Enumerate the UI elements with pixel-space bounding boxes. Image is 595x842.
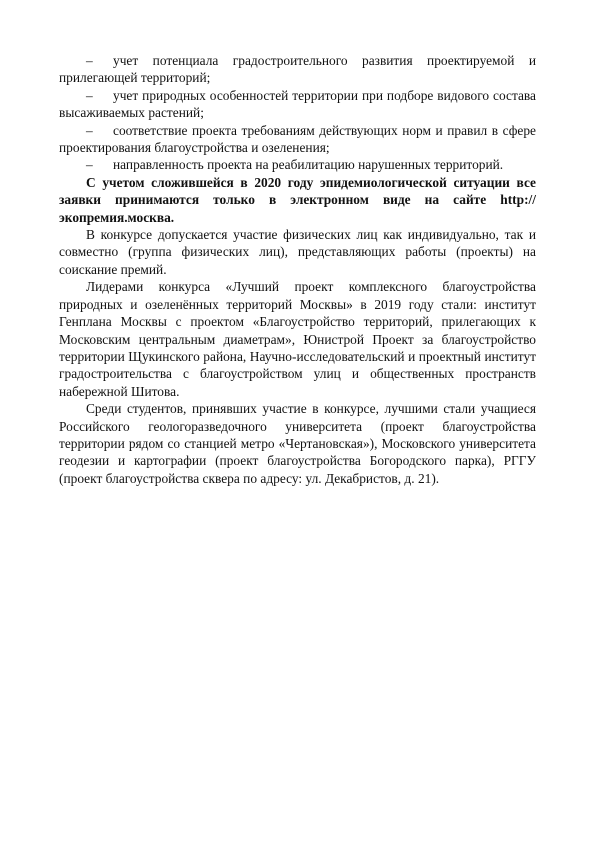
bullet-item-potential <box>59 52 536 87</box>
paragraph-students: Среди студентов, принявших участие в конкурсе, лучшими стали учащиеся Российского геологоразведочного университета (проект благоустройства территории рядом со станцией метро «Чертановская»), Московского университета геодезии и картографии (проект благоустройства Богородского парка), РГГУ (проект благоустройства сквера по адресу: ул. Декабристов, д. 21). <box>59 401 536 486</box>
bullet-item-norms-compliance <box>59 122 536 157</box>
bullet-text: учет потенциала градостроительного развития проектируемой и прилегающей территорий; <box>59 53 536 86</box>
bullet-item-rehabilitation <box>59 156 536 173</box>
bullet-text: соответствие проекта требованиям действующих норм и правил в сфере проектирования благоустройства и озеленения; <box>59 122 536 156</box>
paragraph-notice: С учетом сложившейся в 2020 году эпидемиологической ситуации все заявки принимаются только в электронном виде на сайте http://экопремия.москва. <box>59 174 536 225</box>
bullet-dash: – <box>86 53 93 68</box>
bullet-text: учет природных особенностей территории при подборе видового состава высаживаемых растений; <box>59 87 536 121</box>
paragraph-participants: В конкурсе допускается участие физических лиц как индивидуально, так и совместно (группа физических лиц), представляющих работы (проекты) на соискание премий. <box>59 227 536 277</box>
bullet-item-natural-features <box>59 87 536 122</box>
bullet-dash: – <box>86 122 93 138</box>
paragraph-leaders: Лидерами конкурса «Лучший проект комплексного благоустройства природных и озеленённых территорий Москвы» в 2019 году стали: институт Генплана Москвы с проектом «Благоустройство территорий, прилегающих к Московским центральным диаметрам», Юнистрой Проект за благоустройство территории Щукинского района, Научно-исследовательский и проектный институт градостроительства с благоустройством улиц и общественных пространств набережной Шитова. <box>59 279 536 399</box>
document-page <box>59 52 536 487</box>
bullet-text: направленность проекта на реабилитацию нарушенных территорий. <box>113 157 504 173</box>
bullet-dash: – <box>86 87 93 103</box>
bullet-dash: – <box>86 157 93 173</box>
